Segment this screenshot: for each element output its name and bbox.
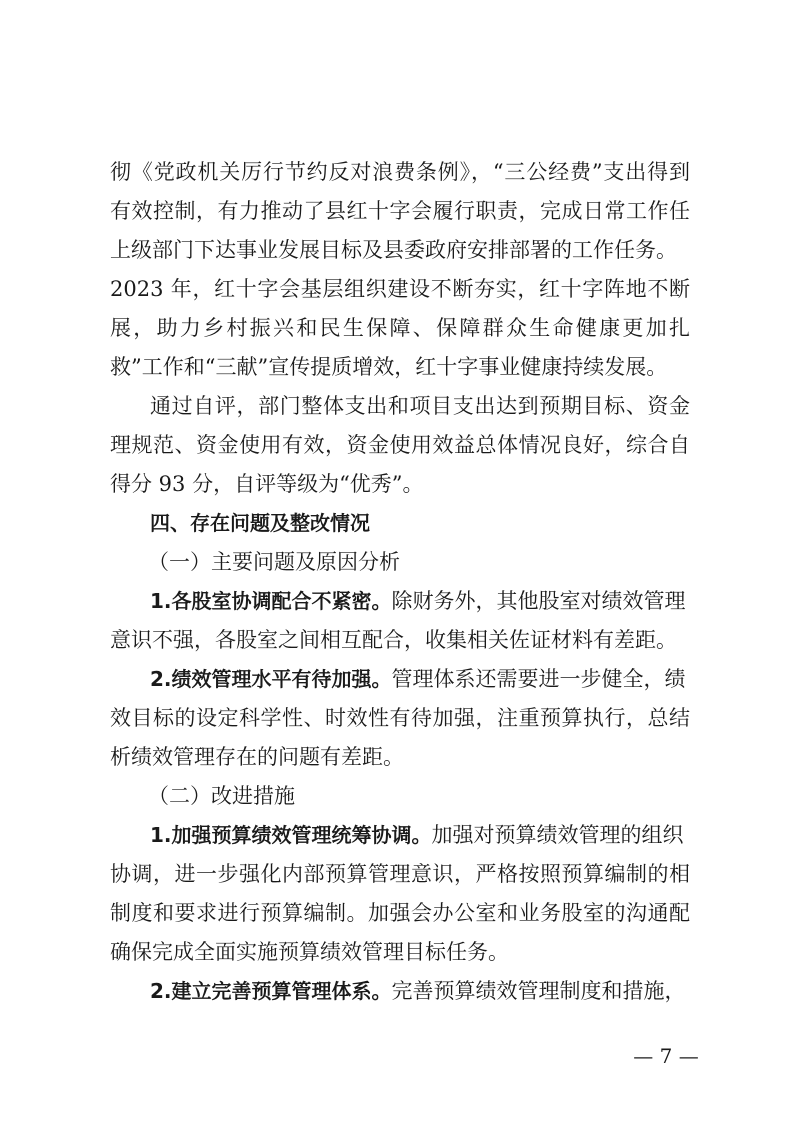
item-lead: 2.绩效管理水平有待加强。 [150, 667, 392, 691]
paragraph-line [150, 977, 690, 1005]
paragraph-line: 析绩效管理存在的问题有差距。 [110, 745, 404, 769]
paragraph-line: 制度和要求进行预算编制。加强会办公室和业务股室的沟通配 [110, 901, 690, 925]
item-text: 除财务外，其他股室对绩效管理 [391, 589, 686, 613]
paragraph-line: 有效控制，有力推动了县红十字会履行职责，完成日常工作任 [110, 199, 690, 223]
paragraph-line: 得分 93 分，自评等级为“优秀”。 [110, 472, 424, 496]
subsection-heading: （一）主要问题及原因分析 [148, 550, 400, 574]
page-number: — 7 — [633, 1044, 699, 1068]
item-lead: 1.各股室协调配合不紧密。 [150, 589, 392, 613]
paragraph-line: 上级部门下达事业发展目标及县委政府安排部署的工作任务。 [110, 238, 677, 262]
paragraph-line [150, 821, 690, 849]
paragraph-line [150, 587, 690, 615]
paragraph-line: 2023 年，红十字会基层组织建设不断夯实，红十字阵地不断 [110, 277, 690, 301]
paragraph-line: 救”工作和“三献”宣传提质增效，红十字事业健康持续发展。 [110, 355, 668, 379]
paragraph-line: 通过自评，部门整体支出和项目支出达到预期目标、资金 [150, 394, 690, 418]
paragraph-line: 彻《党政机关厉行节约反对浪费条例》，“三公经费”支出得到 [110, 160, 690, 184]
paragraph-line [150, 665, 690, 693]
paragraph-line: 展，助力乡村振兴和民生保障、保障群众生命健康更加扎 [110, 316, 690, 340]
paragraph-line: 协调，进一步强化内部预算管理意识，严格按照预算编制的相 [110, 862, 690, 886]
item-text: 完善预算绩效管理制度和措施， [391, 979, 686, 1003]
item-text: 管理体系还需要进一步健全，绩 [391, 667, 686, 691]
paragraph-line: 确保完成全面实施预算绩效管理目标任务。 [110, 940, 509, 964]
paragraph-line: 理规范、资金使用有效，资金使用效益总体情况良好，综合自 [110, 433, 690, 457]
paragraph-line: 意识不强，各股室之间相互配合，收集相关佐证材料有差距。 [110, 628, 677, 652]
item-text: 加强对预算绩效管理的组织 [431, 823, 684, 847]
item-lead: 1.加强预算绩效管理统筹协调。 [150, 823, 432, 847]
paragraph-line: 效目标的设定科学性、时效性有待加强，注重预算执行，总结 [110, 706, 690, 730]
item-lead: 2.建立完善预算管理体系。 [150, 979, 392, 1003]
subsection-heading: （二）改进措施 [148, 784, 295, 808]
section-heading: 四、存在问题及整改情况 [150, 511, 370, 535]
